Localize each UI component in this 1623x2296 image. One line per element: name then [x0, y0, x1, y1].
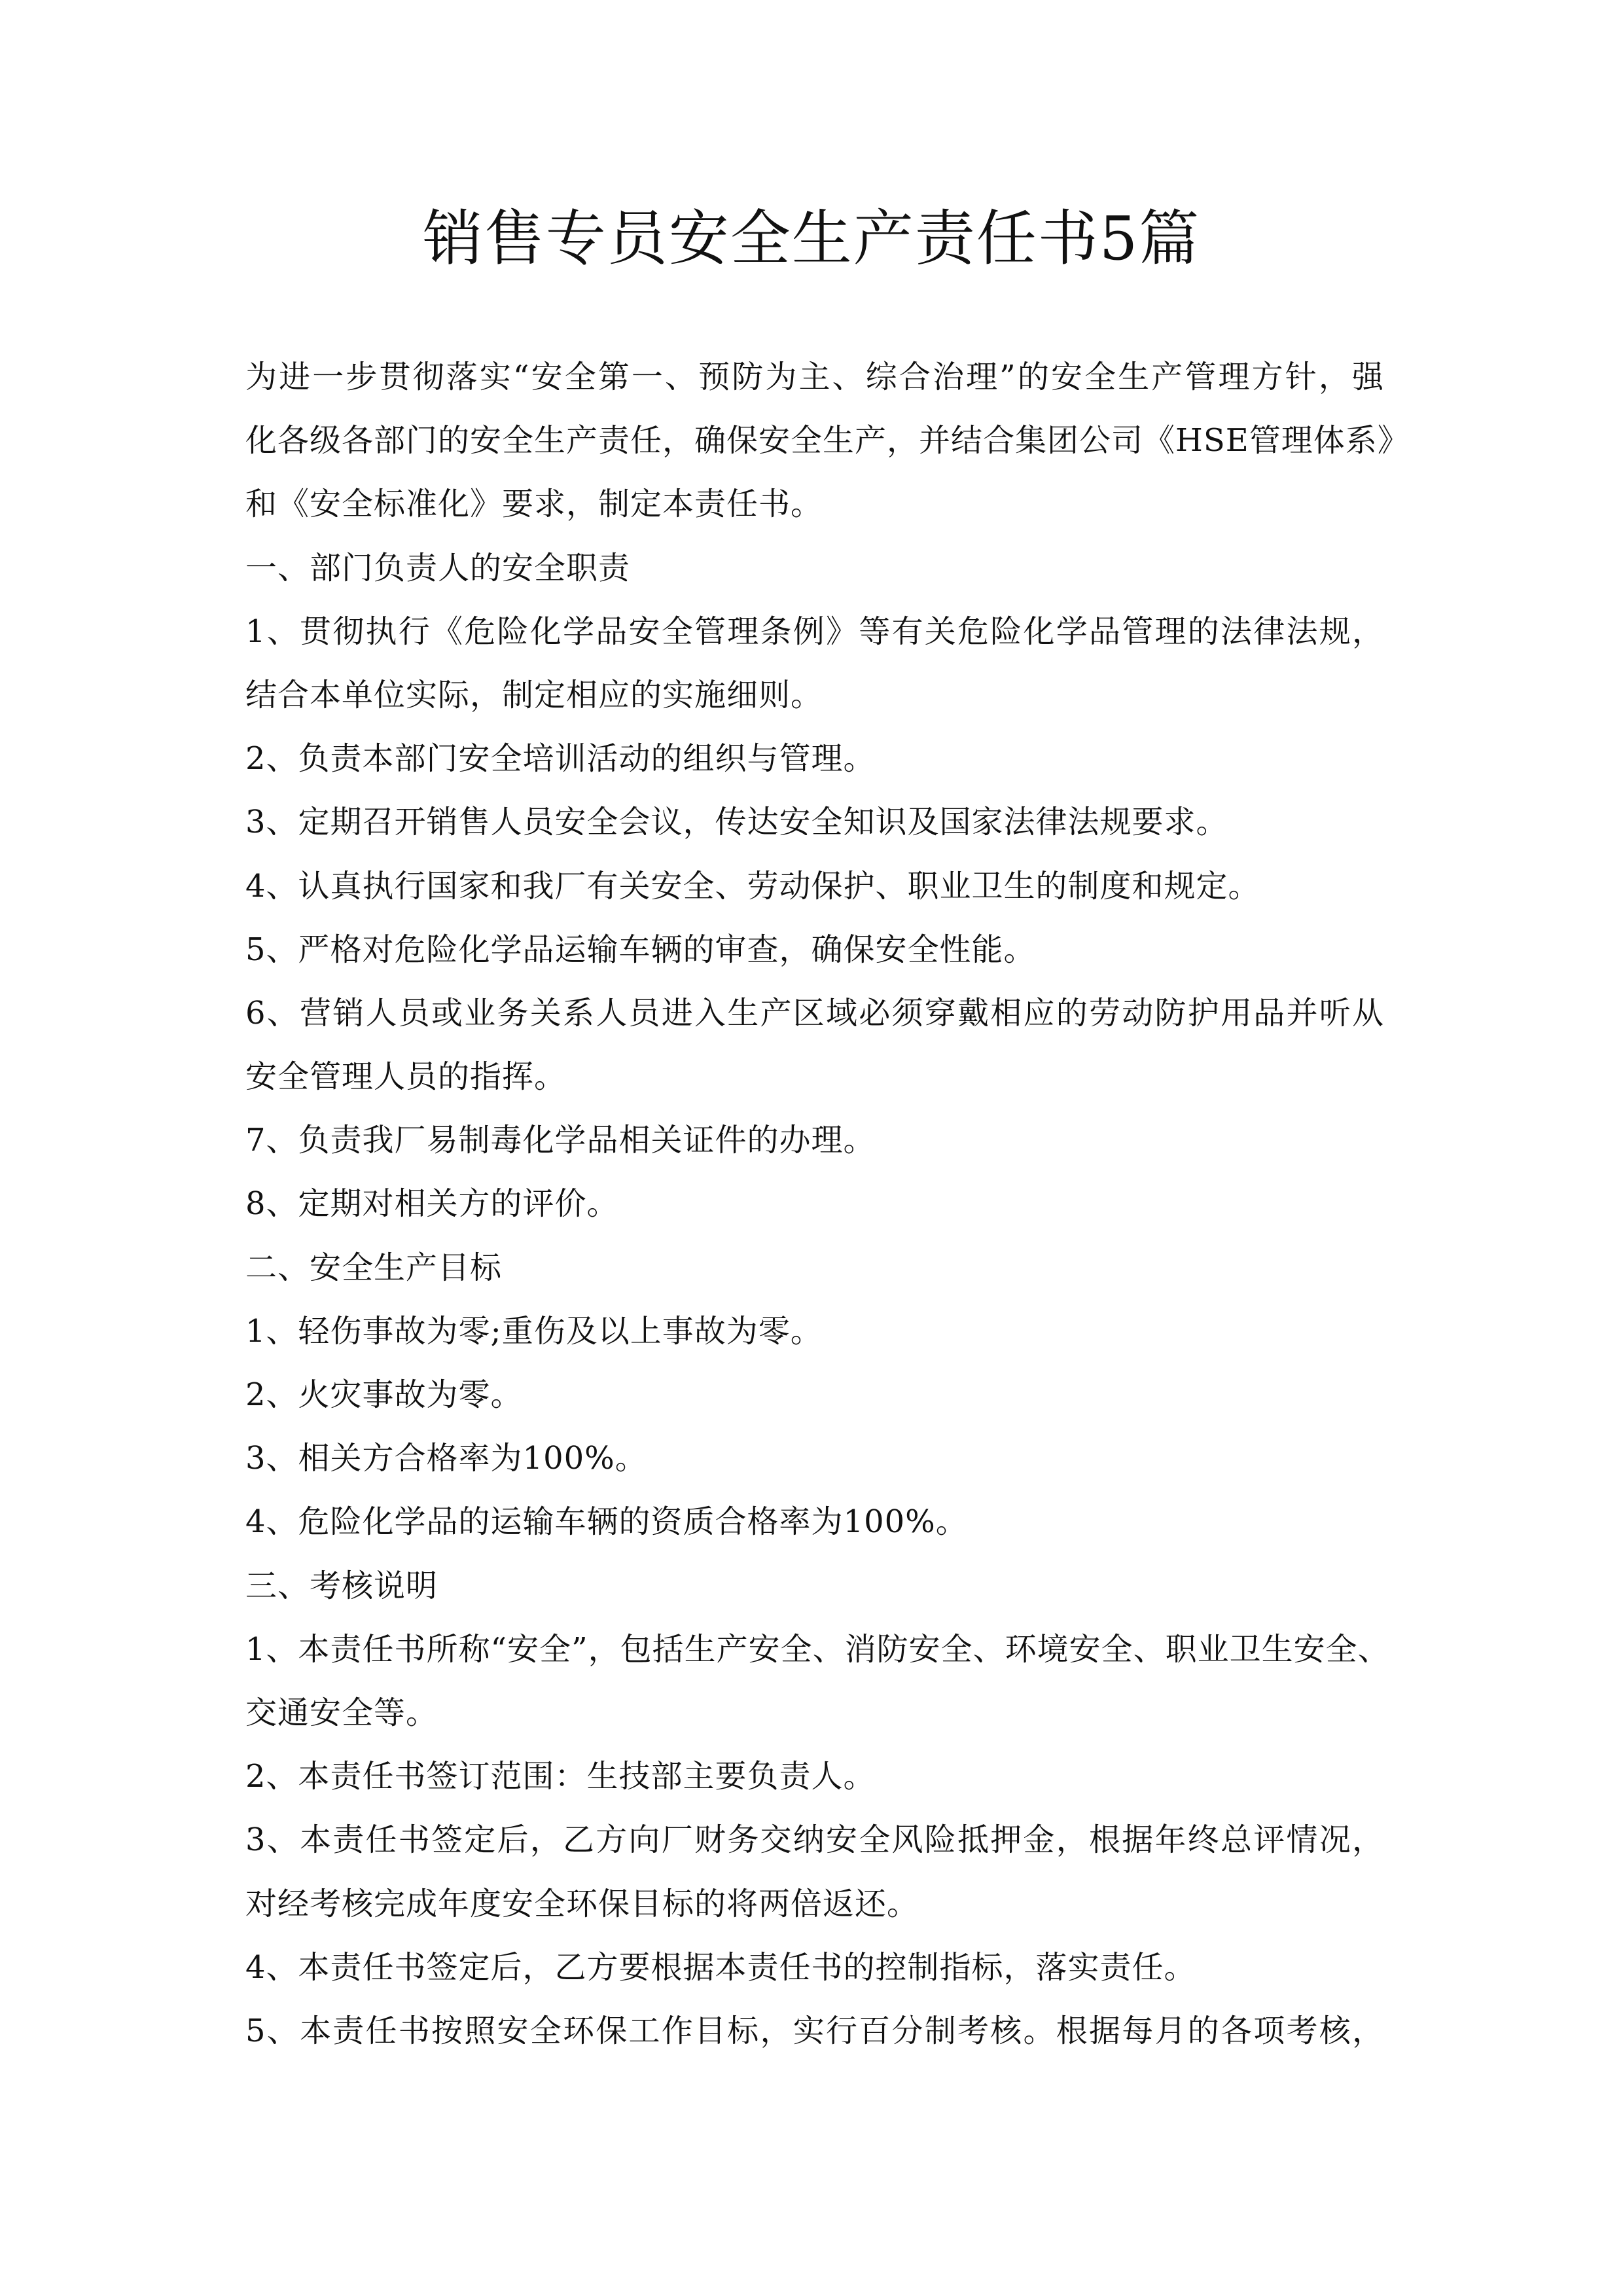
paragraph-line: 7、负责我厂易制毒化学品相关证件的办理。: [245, 1122, 876, 1159]
paragraph-line: 一、部门负责人的安全职责: [245, 549, 631, 586]
paragraph-line: 6、营销人员或业务关系人员进入生产区域必须穿戴相应的劳动防护用品并听从: [245, 994, 1384, 1031]
paragraph-line: 2、负责本部门安全培训活动的组织与管理。: [245, 740, 876, 778]
paragraph-line: 4、危险化学品的运输车辆的资质合格率为100%。: [245, 1503, 968, 1541]
paragraph-line: 4、认真执行国家和我厂有关安全、劳动保护、职业卫生的制度和规定。: [245, 867, 1260, 905]
paragraph-line: 安全管理人员的指挥。: [245, 1058, 567, 1096]
paragraph-line: 二、安全生产目标: [245, 1249, 503, 1286]
paragraph-line: 4、本责任书签定后，乙方要根据本责任书的控制指标，落实责任。: [245, 1948, 1196, 1986]
paragraph-line: 5、本责任书按照安全环保工作目标，实行百分制考核。根据每月的各项考核，: [245, 2012, 1384, 2049]
paragraph-line: 1、本责任书所称“安全”，包括生产安全、消防安全、环境安全、职业卫生安全、: [245, 1630, 1390, 1668]
paragraph-line: 5、严格对危险化学品运输车辆的审查，确保安全性能。: [245, 931, 1036, 968]
paragraph-line: 为进一步贯彻落实“安全第一、预防为主、综合治理”的安全生产管理方针，强: [245, 359, 1384, 395]
paragraph-line: 8、定期对相关方的评价。: [245, 1185, 619, 1223]
paragraph-line: 结合本单位实际，制定相应的实施细则。: [245, 676, 823, 713]
paragraph-line: 3、定期召开销售人员安全会议，传达安全知识及国家法律法规要求。: [245, 804, 1228, 841]
paragraph-line: 1、轻伤事故为零;重伤及以上事故为零。: [245, 1312, 823, 1350]
paragraph-line: 1、贯彻执行《危险化学品安全管理条例》等有关危险化学品管理的法律法规，: [245, 613, 1384, 650]
paragraph-line: 对经考核完成年度安全环保目标的将两倍返还。: [245, 1885, 919, 1922]
paragraph-line: 交通安全等。: [245, 1694, 438, 1731]
paragraph-line: 3、本责任书签定后，乙方向厂财务交纳安全风险抵押金，根据年终总评情况，: [245, 1821, 1384, 1859]
paragraph-line: 三、考核说明: [245, 1567, 438, 1604]
document-body: [245, 346, 1410, 2063]
paragraph-line: 化各级各部门的安全生产责任，确保安全生产，并结合集团公司《HSE管理体系》: [245, 422, 1410, 459]
document-title: 销售专员安全生产责任书5篇: [422, 204, 1201, 274]
paragraph-line: 3、相关方合格率为100%。: [245, 1440, 647, 1477]
paragraph-line: 2、本责任书签订范围：生技部主要负责人。: [245, 1758, 876, 1795]
paragraph-line: 2、火灾事故为零。: [245, 1376, 523, 1413]
paragraph-line: 和《安全标准化》要求，制定本责任书。: [245, 486, 823, 523]
